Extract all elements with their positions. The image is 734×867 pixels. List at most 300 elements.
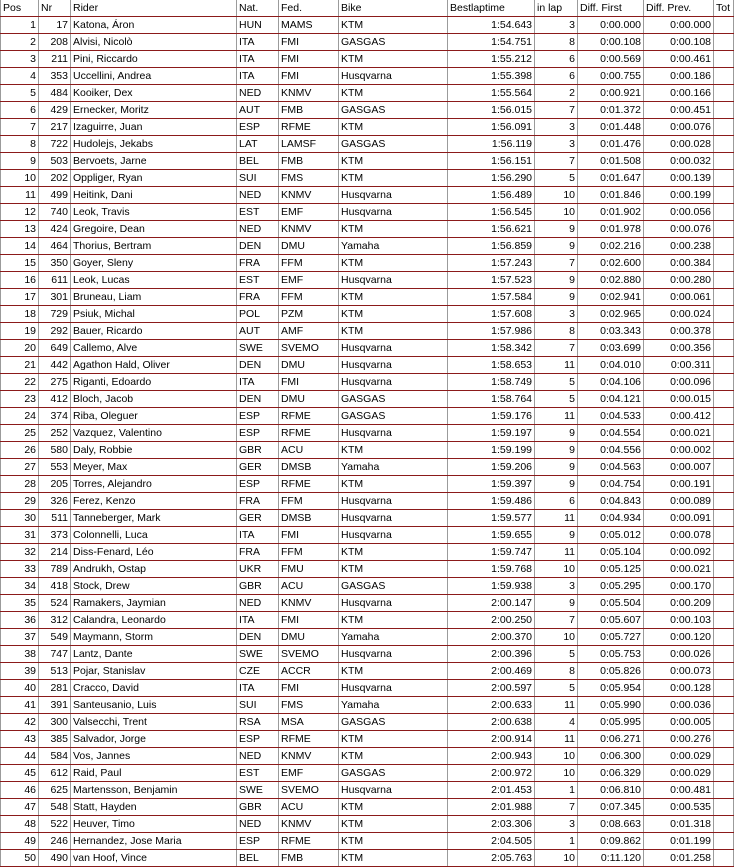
table-row — [1, 731, 734, 748]
cell-diff-prev: 0:00.108 — [644, 34, 714, 51]
cell-tot — [714, 510, 734, 527]
cell-diff-prev: 0:00.186 — [644, 68, 714, 85]
cell-bike: KTM — [339, 85, 448, 102]
cell-bestlaptime: 2:00.250 — [448, 612, 535, 629]
cell-diff-first: 0:05.753 — [578, 646, 644, 663]
cell-nat: EST — [237, 204, 279, 221]
cell-nr: 424 — [39, 221, 71, 238]
cell-diff-prev: 0:00.078 — [644, 527, 714, 544]
cell-bike: KTM — [339, 170, 448, 187]
cell-bestlaptime: 1:56.091 — [448, 119, 535, 136]
cell-pos: 13 — [1, 221, 39, 238]
cell-in-lap: 10 — [535, 187, 578, 204]
cell-tot — [714, 255, 734, 272]
cell-pos: 10 — [1, 170, 39, 187]
cell-fed: DMU — [279, 629, 339, 646]
cell-diff-first: 0:02.941 — [578, 289, 644, 306]
cell-nat: ITA — [237, 527, 279, 544]
cell-nat: NED — [237, 221, 279, 238]
cell-in-lap: 8 — [535, 663, 578, 680]
cell-bestlaptime: 1:59.938 — [448, 578, 535, 595]
cell-pos: 31 — [1, 527, 39, 544]
cell-bike: Husqvarna — [339, 782, 448, 799]
cell-bike: Husqvarna — [339, 493, 448, 510]
cell-bike: Husqvarna — [339, 595, 448, 612]
cell-fed: FFM — [279, 493, 339, 510]
cell-pos: 47 — [1, 799, 39, 816]
table-row — [1, 68, 734, 85]
cell-nr: 484 — [39, 85, 71, 102]
cell-diff-prev: 0:00.139 — [644, 170, 714, 187]
cell-rider: Agathon Hald, Oliver — [71, 357, 237, 374]
cell-bestlaptime: 2:01.988 — [448, 799, 535, 816]
cell-rider: Ramakers, Jaymian — [71, 595, 237, 612]
cell-bestlaptime: 2:00.943 — [448, 748, 535, 765]
cell-bike: KTM — [339, 561, 448, 578]
cell-in-lap: 5 — [535, 391, 578, 408]
cell-nr: 275 — [39, 374, 71, 391]
cell-diff-first: 0:04.754 — [578, 476, 644, 493]
cell-nat: LAT — [237, 136, 279, 153]
cell-bike: Yamaha — [339, 629, 448, 646]
cell-nr: 246 — [39, 833, 71, 850]
cell-rider: Valsecchi, Trent — [71, 714, 237, 731]
cell-fed: KNMV — [279, 816, 339, 833]
cell-nr: 373 — [39, 527, 71, 544]
cell-nat: SWE — [237, 782, 279, 799]
cell-diff-first: 0:05.607 — [578, 612, 644, 629]
cell-pos: 5 — [1, 85, 39, 102]
cell-rider: Pojar, Stanislav — [71, 663, 237, 680]
cell-diff-first: 0:01.902 — [578, 204, 644, 221]
col-header-diff-prev: Diff. Prev. — [644, 0, 714, 17]
cell-rider: van Hoof, Vince — [71, 850, 237, 867]
cell-diff-prev: 0:00.378 — [644, 323, 714, 340]
cell-bike: KTM — [339, 306, 448, 323]
cell-pos: 32 — [1, 544, 39, 561]
cell-tot — [714, 782, 734, 799]
table-row — [1, 850, 734, 867]
cell-rider: Calandra, Leonardo — [71, 612, 237, 629]
cell-bike: KTM — [339, 799, 448, 816]
cell-rider: Salvador, Jorge — [71, 731, 237, 748]
cell-tot — [714, 493, 734, 510]
cell-tot — [714, 561, 734, 578]
cell-diff-first: 0:06.271 — [578, 731, 644, 748]
cell-bike: KTM — [339, 816, 448, 833]
cell-nat: DEN — [237, 357, 279, 374]
cell-bestlaptime: 1:58.764 — [448, 391, 535, 408]
cell-bestlaptime: 2:00.147 — [448, 595, 535, 612]
cell-in-lap: 9 — [535, 595, 578, 612]
cell-nat: BEL — [237, 153, 279, 170]
table-row — [1, 646, 734, 663]
cell-rider: Tanneberger, Mark — [71, 510, 237, 527]
cell-diff-prev: 0:00.061 — [644, 289, 714, 306]
cell-diff-prev: 0:00.166 — [644, 85, 714, 102]
cell-diff-prev: 0:00.209 — [644, 595, 714, 612]
table-row — [1, 221, 734, 238]
cell-diff-first: 0:00.108 — [578, 34, 644, 51]
cell-bike: Husqvarna — [339, 204, 448, 221]
cell-bike: Yamaha — [339, 238, 448, 255]
table-row — [1, 782, 734, 799]
cell-bestlaptime: 1:56.015 — [448, 102, 535, 119]
cell-bike: Yamaha — [339, 697, 448, 714]
cell-bestlaptime: 1:59.577 — [448, 510, 535, 527]
cell-diff-prev: 0:00.461 — [644, 51, 714, 68]
cell-tot — [714, 680, 734, 697]
cell-pos: 33 — [1, 561, 39, 578]
cell-rider: Goyer, Sleny — [71, 255, 237, 272]
cell-bestlaptime: 2:00.396 — [448, 646, 535, 663]
cell-nr: 208 — [39, 34, 71, 51]
cell-diff-prev: 0:00.036 — [644, 697, 714, 714]
cell-diff-prev: 0:01.199 — [644, 833, 714, 850]
cell-diff-prev: 0:00.103 — [644, 612, 714, 629]
cell-diff-prev: 0:00.280 — [644, 272, 714, 289]
cell-nr: 789 — [39, 561, 71, 578]
cell-tot — [714, 833, 734, 850]
cell-diff-first: 0:02.880 — [578, 272, 644, 289]
cell-bike: KTM — [339, 748, 448, 765]
table-row — [1, 391, 734, 408]
cell-tot — [714, 629, 734, 646]
cell-in-lap: 6 — [535, 493, 578, 510]
cell-diff-first: 0:06.810 — [578, 782, 644, 799]
table-row — [1, 102, 734, 119]
cell-nat: EST — [237, 765, 279, 782]
cell-nat: ITA — [237, 68, 279, 85]
cell-in-lap: 7 — [535, 255, 578, 272]
cell-rider: Thorius, Bertram — [71, 238, 237, 255]
cell-nat: GBR — [237, 442, 279, 459]
cell-in-lap: 7 — [535, 612, 578, 629]
cell-in-lap: 9 — [535, 272, 578, 289]
cell-in-lap: 9 — [535, 476, 578, 493]
cell-diff-prev: 0:01.258 — [644, 850, 714, 867]
cell-nat: DEN — [237, 391, 279, 408]
cell-rider: Hudolejs, Jekabs — [71, 136, 237, 153]
cell-nat: NED — [237, 187, 279, 204]
cell-nat: FRA — [237, 544, 279, 561]
table-row — [1, 714, 734, 731]
cell-diff-prev: 0:00.024 — [644, 306, 714, 323]
cell-pos: 42 — [1, 714, 39, 731]
cell-pos: 37 — [1, 629, 39, 646]
table-row — [1, 51, 734, 68]
cell-rider: Alvisi, Nicolò — [71, 34, 237, 51]
cell-fed: ACU — [279, 799, 339, 816]
cell-tot — [714, 51, 734, 68]
cell-bestlaptime: 1:58.653 — [448, 357, 535, 374]
cell-diff-first: 0:00.569 — [578, 51, 644, 68]
cell-tot — [714, 612, 734, 629]
cell-rider: Statt, Hayden — [71, 799, 237, 816]
cell-bike: Husqvarna — [339, 646, 448, 663]
cell-rider: Ernecker, Moritz — [71, 102, 237, 119]
cell-tot — [714, 221, 734, 238]
cell-fed: FFM — [279, 255, 339, 272]
cell-in-lap: 9 — [535, 425, 578, 442]
cell-diff-first: 0:09.862 — [578, 833, 644, 850]
cell-diff-first: 0:05.727 — [578, 629, 644, 646]
cell-diff-first: 0:06.300 — [578, 748, 644, 765]
table-row — [1, 663, 734, 680]
cell-fed: FMI — [279, 68, 339, 85]
cell-tot — [714, 238, 734, 255]
cell-bestlaptime: 1:54.751 — [448, 34, 535, 51]
cell-rider: Gregoire, Dean — [71, 221, 237, 238]
cell-nr: 391 — [39, 697, 71, 714]
cell-tot — [714, 714, 734, 731]
cell-fed: MSA — [279, 714, 339, 731]
cell-nat: NED — [237, 816, 279, 833]
cell-diff-first: 0:05.954 — [578, 680, 644, 697]
cell-fed: FFM — [279, 289, 339, 306]
cell-fed: FFM — [279, 544, 339, 561]
col-header-pos: Pos — [1, 0, 39, 17]
cell-tot — [714, 646, 734, 663]
cell-diff-first: 0:05.125 — [578, 561, 644, 578]
cell-fed: DMSB — [279, 459, 339, 476]
cell-bike: Husqvarna — [339, 680, 448, 697]
cell-tot — [714, 731, 734, 748]
cell-fed: FMI — [279, 34, 339, 51]
cell-diff-prev: 0:00.276 — [644, 731, 714, 748]
cell-pos: 49 — [1, 833, 39, 850]
cell-bike: KTM — [339, 289, 448, 306]
cell-bestlaptime: 2:00.972 — [448, 765, 535, 782]
cell-bestlaptime: 1:57.523 — [448, 272, 535, 289]
cell-fed: SVEMO — [279, 646, 339, 663]
cell-bike: KTM — [339, 612, 448, 629]
table-row — [1, 833, 734, 850]
cell-nat: ITA — [237, 680, 279, 697]
cell-rider: Lantz, Dante — [71, 646, 237, 663]
cell-bike: KTM — [339, 255, 448, 272]
cell-diff-prev: 0:00.029 — [644, 748, 714, 765]
cell-fed: EMF — [279, 765, 339, 782]
cell-bike: Husqvarna — [339, 340, 448, 357]
cell-bestlaptime: 1:57.584 — [448, 289, 535, 306]
cell-bestlaptime: 1:57.608 — [448, 306, 535, 323]
cell-bestlaptime: 1:59.655 — [448, 527, 535, 544]
cell-diff-first: 0:01.448 — [578, 119, 644, 136]
cell-fed: DMU — [279, 238, 339, 255]
cell-bestlaptime: 1:57.243 — [448, 255, 535, 272]
cell-bike: GASGAS — [339, 408, 448, 425]
table-row — [1, 765, 734, 782]
cell-nat: ESP — [237, 119, 279, 136]
cell-fed: FMI — [279, 51, 339, 68]
cell-tot — [714, 34, 734, 51]
cell-nr: 374 — [39, 408, 71, 425]
cell-in-lap: 3 — [535, 17, 578, 34]
cell-bike: Husqvarna — [339, 374, 448, 391]
cell-bestlaptime: 2:00.914 — [448, 731, 535, 748]
cell-in-lap: 2 — [535, 85, 578, 102]
cell-diff-prev: 0:00.451 — [644, 102, 714, 119]
cell-in-lap: 11 — [535, 544, 578, 561]
cell-diff-first: 0:04.556 — [578, 442, 644, 459]
cell-bike: KTM — [339, 17, 448, 34]
cell-diff-prev: 0:00.092 — [644, 544, 714, 561]
cell-rider: Torres, Alejandro — [71, 476, 237, 493]
cell-nat: AUT — [237, 102, 279, 119]
cell-rider: Stock, Drew — [71, 578, 237, 595]
cell-in-lap: 10 — [535, 850, 578, 867]
cell-diff-prev: 0:00.128 — [644, 680, 714, 697]
cell-in-lap: 8 — [535, 34, 578, 51]
cell-nr: 292 — [39, 323, 71, 340]
cell-fed: FMB — [279, 850, 339, 867]
table-row — [1, 17, 734, 34]
cell-pos: 2 — [1, 34, 39, 51]
cell-fed: RFME — [279, 731, 339, 748]
cell-diff-first: 0:01.846 — [578, 187, 644, 204]
cell-bike: KTM — [339, 51, 448, 68]
cell-nat: DEN — [237, 238, 279, 255]
cell-rider: Heitink, Dani — [71, 187, 237, 204]
cell-pos: 41 — [1, 697, 39, 714]
cell-bike: Husqvarna — [339, 68, 448, 85]
cell-diff-prev: 0:00.199 — [644, 187, 714, 204]
cell-tot — [714, 391, 734, 408]
col-header-rider: Rider — [71, 0, 237, 17]
table-row — [1, 272, 734, 289]
cell-diff-prev: 0:00.120 — [644, 629, 714, 646]
cell-bike: Yamaha — [339, 459, 448, 476]
cell-diff-prev: 0:00.481 — [644, 782, 714, 799]
cell-tot — [714, 595, 734, 612]
cell-diff-first: 0:08.663 — [578, 816, 644, 833]
col-header-diff-first: Diff. First — [578, 0, 644, 17]
cell-nr: 524 — [39, 595, 71, 612]
cell-bike: Husqvarna — [339, 425, 448, 442]
cell-pos: 17 — [1, 289, 39, 306]
cell-nat: ESP — [237, 833, 279, 850]
cell-fed: KNMV — [279, 187, 339, 204]
cell-nr: 385 — [39, 731, 71, 748]
cell-in-lap: 7 — [535, 340, 578, 357]
cell-tot — [714, 816, 734, 833]
cell-nr: 625 — [39, 782, 71, 799]
cell-diff-first: 0:00.000 — [578, 17, 644, 34]
cell-nat: NED — [237, 595, 279, 612]
cell-pos: 4 — [1, 68, 39, 85]
cell-pos: 44 — [1, 748, 39, 765]
cell-pos: 43 — [1, 731, 39, 748]
table-row — [1, 170, 734, 187]
cell-diff-prev: 0:00.021 — [644, 561, 714, 578]
cell-in-lap: 10 — [535, 204, 578, 221]
results-body — [1, 17, 734, 867]
table-row — [1, 289, 734, 306]
cell-diff-first: 0:05.990 — [578, 697, 644, 714]
cell-diff-prev: 0:00.026 — [644, 646, 714, 663]
cell-nr: 490 — [39, 850, 71, 867]
table-row — [1, 680, 734, 697]
cell-diff-first: 0:04.563 — [578, 459, 644, 476]
cell-diff-prev: 0:00.029 — [644, 765, 714, 782]
table-row — [1, 459, 734, 476]
cell-nr: 442 — [39, 357, 71, 374]
cell-pos: 35 — [1, 595, 39, 612]
cell-pos: 28 — [1, 476, 39, 493]
cell-tot — [714, 85, 734, 102]
cell-pos: 6 — [1, 102, 39, 119]
cell-tot — [714, 578, 734, 595]
cell-diff-first: 0:05.826 — [578, 663, 644, 680]
cell-bestlaptime: 2:00.638 — [448, 714, 535, 731]
cell-bike: KTM — [339, 731, 448, 748]
cell-tot — [714, 306, 734, 323]
cell-nr: 747 — [39, 646, 71, 663]
cell-nr: 513 — [39, 663, 71, 680]
cell-in-lap: 3 — [535, 816, 578, 833]
cell-diff-prev: 0:00.076 — [644, 221, 714, 238]
cell-tot — [714, 136, 734, 153]
cell-bestlaptime: 2:04.505 — [448, 833, 535, 850]
cell-fed: FMS — [279, 170, 339, 187]
cell-in-lap: 11 — [535, 357, 578, 374]
cell-tot — [714, 527, 734, 544]
cell-rider: Colonnelli, Luca — [71, 527, 237, 544]
col-header-nat: Nat. — [237, 0, 279, 17]
cell-nat: ESP — [237, 425, 279, 442]
cell-diff-first: 0:02.600 — [578, 255, 644, 272]
cell-in-lap: 10 — [535, 748, 578, 765]
cell-nr: 522 — [39, 816, 71, 833]
cell-bike: GASGAS — [339, 102, 448, 119]
cell-nat: RSA — [237, 714, 279, 731]
table-row — [1, 323, 734, 340]
table-row — [1, 306, 734, 323]
cell-in-lap: 6 — [535, 68, 578, 85]
cell-pos: 30 — [1, 510, 39, 527]
cell-tot — [714, 408, 734, 425]
cell-pos: 11 — [1, 187, 39, 204]
cell-bike: KTM — [339, 476, 448, 493]
cell-diff-first: 0:05.504 — [578, 595, 644, 612]
table-row — [1, 595, 734, 612]
cell-diff-first: 0:03.343 — [578, 323, 644, 340]
cell-diff-first: 0:05.012 — [578, 527, 644, 544]
cell-tot — [714, 272, 734, 289]
cell-tot — [714, 476, 734, 493]
table-row — [1, 561, 734, 578]
cell-nat: ITA — [237, 374, 279, 391]
cell-in-lap: 3 — [535, 306, 578, 323]
cell-nr: 353 — [39, 68, 71, 85]
cell-diff-first: 0:05.995 — [578, 714, 644, 731]
cell-in-lap: 6 — [535, 51, 578, 68]
cell-bestlaptime: 1:59.768 — [448, 561, 535, 578]
col-header-bike: Bike — [339, 0, 448, 17]
cell-nat: NED — [237, 748, 279, 765]
cell-nat: FRA — [237, 255, 279, 272]
cell-diff-first: 0:00.755 — [578, 68, 644, 85]
cell-tot — [714, 340, 734, 357]
cell-nat: BEL — [237, 850, 279, 867]
cell-nat: FRA — [237, 289, 279, 306]
cell-in-lap: 5 — [535, 646, 578, 663]
cell-bestlaptime: 2:00.597 — [448, 680, 535, 697]
cell-nr: 722 — [39, 136, 71, 153]
cell-nat: ITA — [237, 612, 279, 629]
cell-tot — [714, 187, 734, 204]
